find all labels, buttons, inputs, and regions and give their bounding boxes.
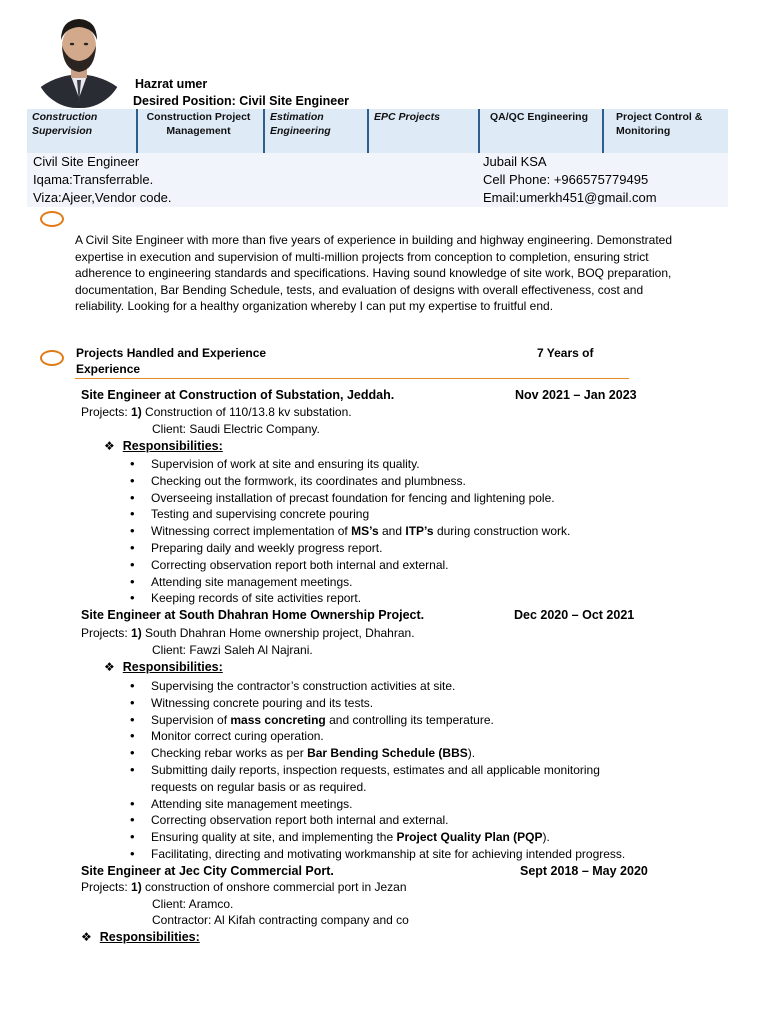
skill-item: EPC Projects	[369, 109, 480, 153]
section-divider	[75, 378, 629, 379]
text-run-bold: MS’s	[351, 524, 379, 539]
list-item: • Correcting observation report both internal and external.	[151, 557, 570, 574]
text-run-bold: mass concreting	[230, 712, 326, 727]
section-ring-icon	[40, 211, 64, 227]
experience-heading-line: Experience	[76, 362, 141, 376]
contact-block	[27, 153, 728, 207]
skill-item: Construction Supervision	[27, 109, 138, 153]
diamond-bullet-icon: ❖	[104, 439, 115, 453]
project-name: Construction of 110/13.8 kv substation.	[145, 405, 352, 419]
job-title-text: Civil Site Engineer	[33, 154, 140, 169]
text-run-bold: ITP’s	[405, 524, 434, 539]
job-title: Site Engineer at Construction of Substation, Jeddah.	[81, 388, 395, 402]
responsibilities-heading	[104, 660, 223, 674]
project-line	[81, 405, 352, 419]
contact-right	[483, 153, 657, 207]
responsibilities-label: Responsibilities:	[122, 660, 223, 674]
responsibilities-label: Responsibilities:	[99, 930, 200, 944]
text-run: ).	[467, 746, 476, 761]
list-item: • Attending site management meetings.	[151, 796, 625, 813]
diamond-bullet-icon: ❖	[81, 930, 92, 944]
client-line: Client: Saudi Electric Company.	[152, 422, 320, 436]
skills-bar	[27, 109, 728, 154]
client-line: Client: Aramco.	[152, 897, 234, 911]
list-item: • Attending site management meetings.	[151, 574, 570, 591]
list-item: • Overseeing installation of precast foundation for fencing and lightening pole.	[151, 490, 570, 507]
job-dates: Nov 2021 – Jan 2023	[515, 388, 637, 402]
text-run: and controlling its temperature.	[329, 712, 494, 727]
section-ring-icon	[40, 350, 64, 366]
viza-text: Viza:Ajeer,Vendor code.	[33, 190, 172, 205]
project-number: 1)	[131, 626, 142, 640]
skill-item: Construction Project Management	[138, 109, 265, 153]
profile-photo	[33, 8, 125, 108]
project-line	[81, 880, 407, 894]
list-item: • Preparing daily and weekly progress report.	[151, 540, 570, 557]
text-run: Ensuring quality at site, and implementing the	[151, 830, 394, 845]
skill-item: QA/QC Engineering	[480, 109, 604, 153]
list-item: • Supervising the contractor’s construction activities at site.	[151, 678, 625, 695]
list-item	[151, 712, 625, 729]
list-item	[151, 745, 625, 762]
experience-heading	[76, 345, 266, 377]
experience-heading-line: Projects Handled and Experience	[76, 346, 267, 360]
list-item: • Facilitating, directing and motivating workmanship at site for achieving intended progress.	[151, 846, 625, 863]
text-run: Supervision of	[151, 712, 228, 727]
responsibility-list	[151, 678, 625, 863]
projects-label: Projects:	[81, 626, 128, 640]
text-run: Checking rebar works as per	[151, 746, 304, 761]
job-title: Site Engineer at Jec City Commercial Port.	[81, 864, 334, 878]
list-item	[151, 523, 570, 540]
job-dates: Sept 2018 – May 2020	[520, 864, 648, 878]
responsibilities-heading	[104, 439, 223, 453]
list-item	[151, 762, 625, 796]
skill-item: Estimation Engineering	[265, 109, 369, 153]
phone-text: Cell Phone: +966575779495	[483, 172, 649, 187]
responsibility-list	[151, 456, 570, 607]
list-item: • Correcting observation report both internal and external.	[151, 812, 625, 829]
client-line: Client: Fawzi Saleh Al Najrani.	[152, 643, 313, 657]
text-run: • Submitting daily reports, inspection requests, estimates and all applicable monitoring	[151, 762, 600, 777]
text-run-bold: Project Quality Plan (PQP	[396, 830, 543, 845]
project-line	[81, 626, 415, 640]
career-summary: A Civil Site Engineer with more than five years of experience in building and highway engineering. Demonstrated expertise in execution and supervision of multi-million projects from conception to completion, ensuring strict adherence to engineering standards and specifications. Having sound knowledge of site work, BOQ preparation, documentation, Bar Bending Schedule, tests, and evaluation of designs with overall effectiveness, cost and reliability. Looking for a healthy organization whereby I can put my expertise to fruitful end.	[75, 233, 673, 313]
list-item: • Supervision of work at site and ensuring its quality.	[151, 456, 570, 473]
list-item	[151, 829, 625, 846]
candidate-name: Hazrat umer	[135, 77, 208, 91]
text-run: and	[382, 524, 403, 539]
job-title: Site Engineer at South Dhahran Home Ownership Project.	[81, 608, 425, 622]
list-item: • Witnessing concrete pouring and its tests.	[151, 695, 625, 712]
text-run: during construction work.	[436, 524, 571, 539]
list-item: • Checking out the formwork, its coordinates and plumbness.	[151, 473, 570, 490]
list-item: • Monitor correct curing operation.	[151, 728, 625, 745]
project-number: 1)	[131, 880, 142, 894]
project-name: construction of onshore commercial port in Jezan	[145, 880, 407, 894]
projects-label: Projects:	[81, 880, 128, 894]
text-run: requests on regular basis or as required.	[151, 779, 367, 794]
text-run-bold: Bar Bending Schedule (BBS	[307, 746, 468, 761]
text-run: Witnessing correct implementation of	[151, 524, 348, 539]
list-item: • Testing and supervising concrete pouring	[151, 506, 570, 523]
desired-position: Desired Position: Civil Site Engineer	[133, 94, 350, 108]
responsibilities-label: Responsibilities:	[122, 439, 223, 453]
project-name: South Dhahran Home ownership project, Dhahran.	[145, 626, 415, 640]
text-run: ).	[542, 830, 550, 845]
location-text: Jubail KSA	[483, 154, 547, 169]
contractor-line: Contractor: Al Kifah contracting company and co	[152, 913, 409, 927]
responsibilities-heading	[81, 930, 200, 944]
skill-item: Project Control & Monitoring	[616, 111, 703, 137]
projects-label: Projects:	[81, 405, 128, 419]
list-item: • Keeping records of site activities report.	[151, 590, 570, 607]
iqama-text: Iqama:Transferrable.	[33, 172, 154, 187]
contact-left	[33, 153, 172, 207]
experience-years: 7 Years of	[537, 346, 594, 360]
project-number: 1)	[131, 405, 142, 419]
diamond-bullet-icon: ❖	[104, 660, 115, 674]
job-dates: Dec 2020 – Oct 2021	[514, 608, 635, 622]
email-text: Email:umerkh451@gmail.com	[483, 190, 657, 205]
